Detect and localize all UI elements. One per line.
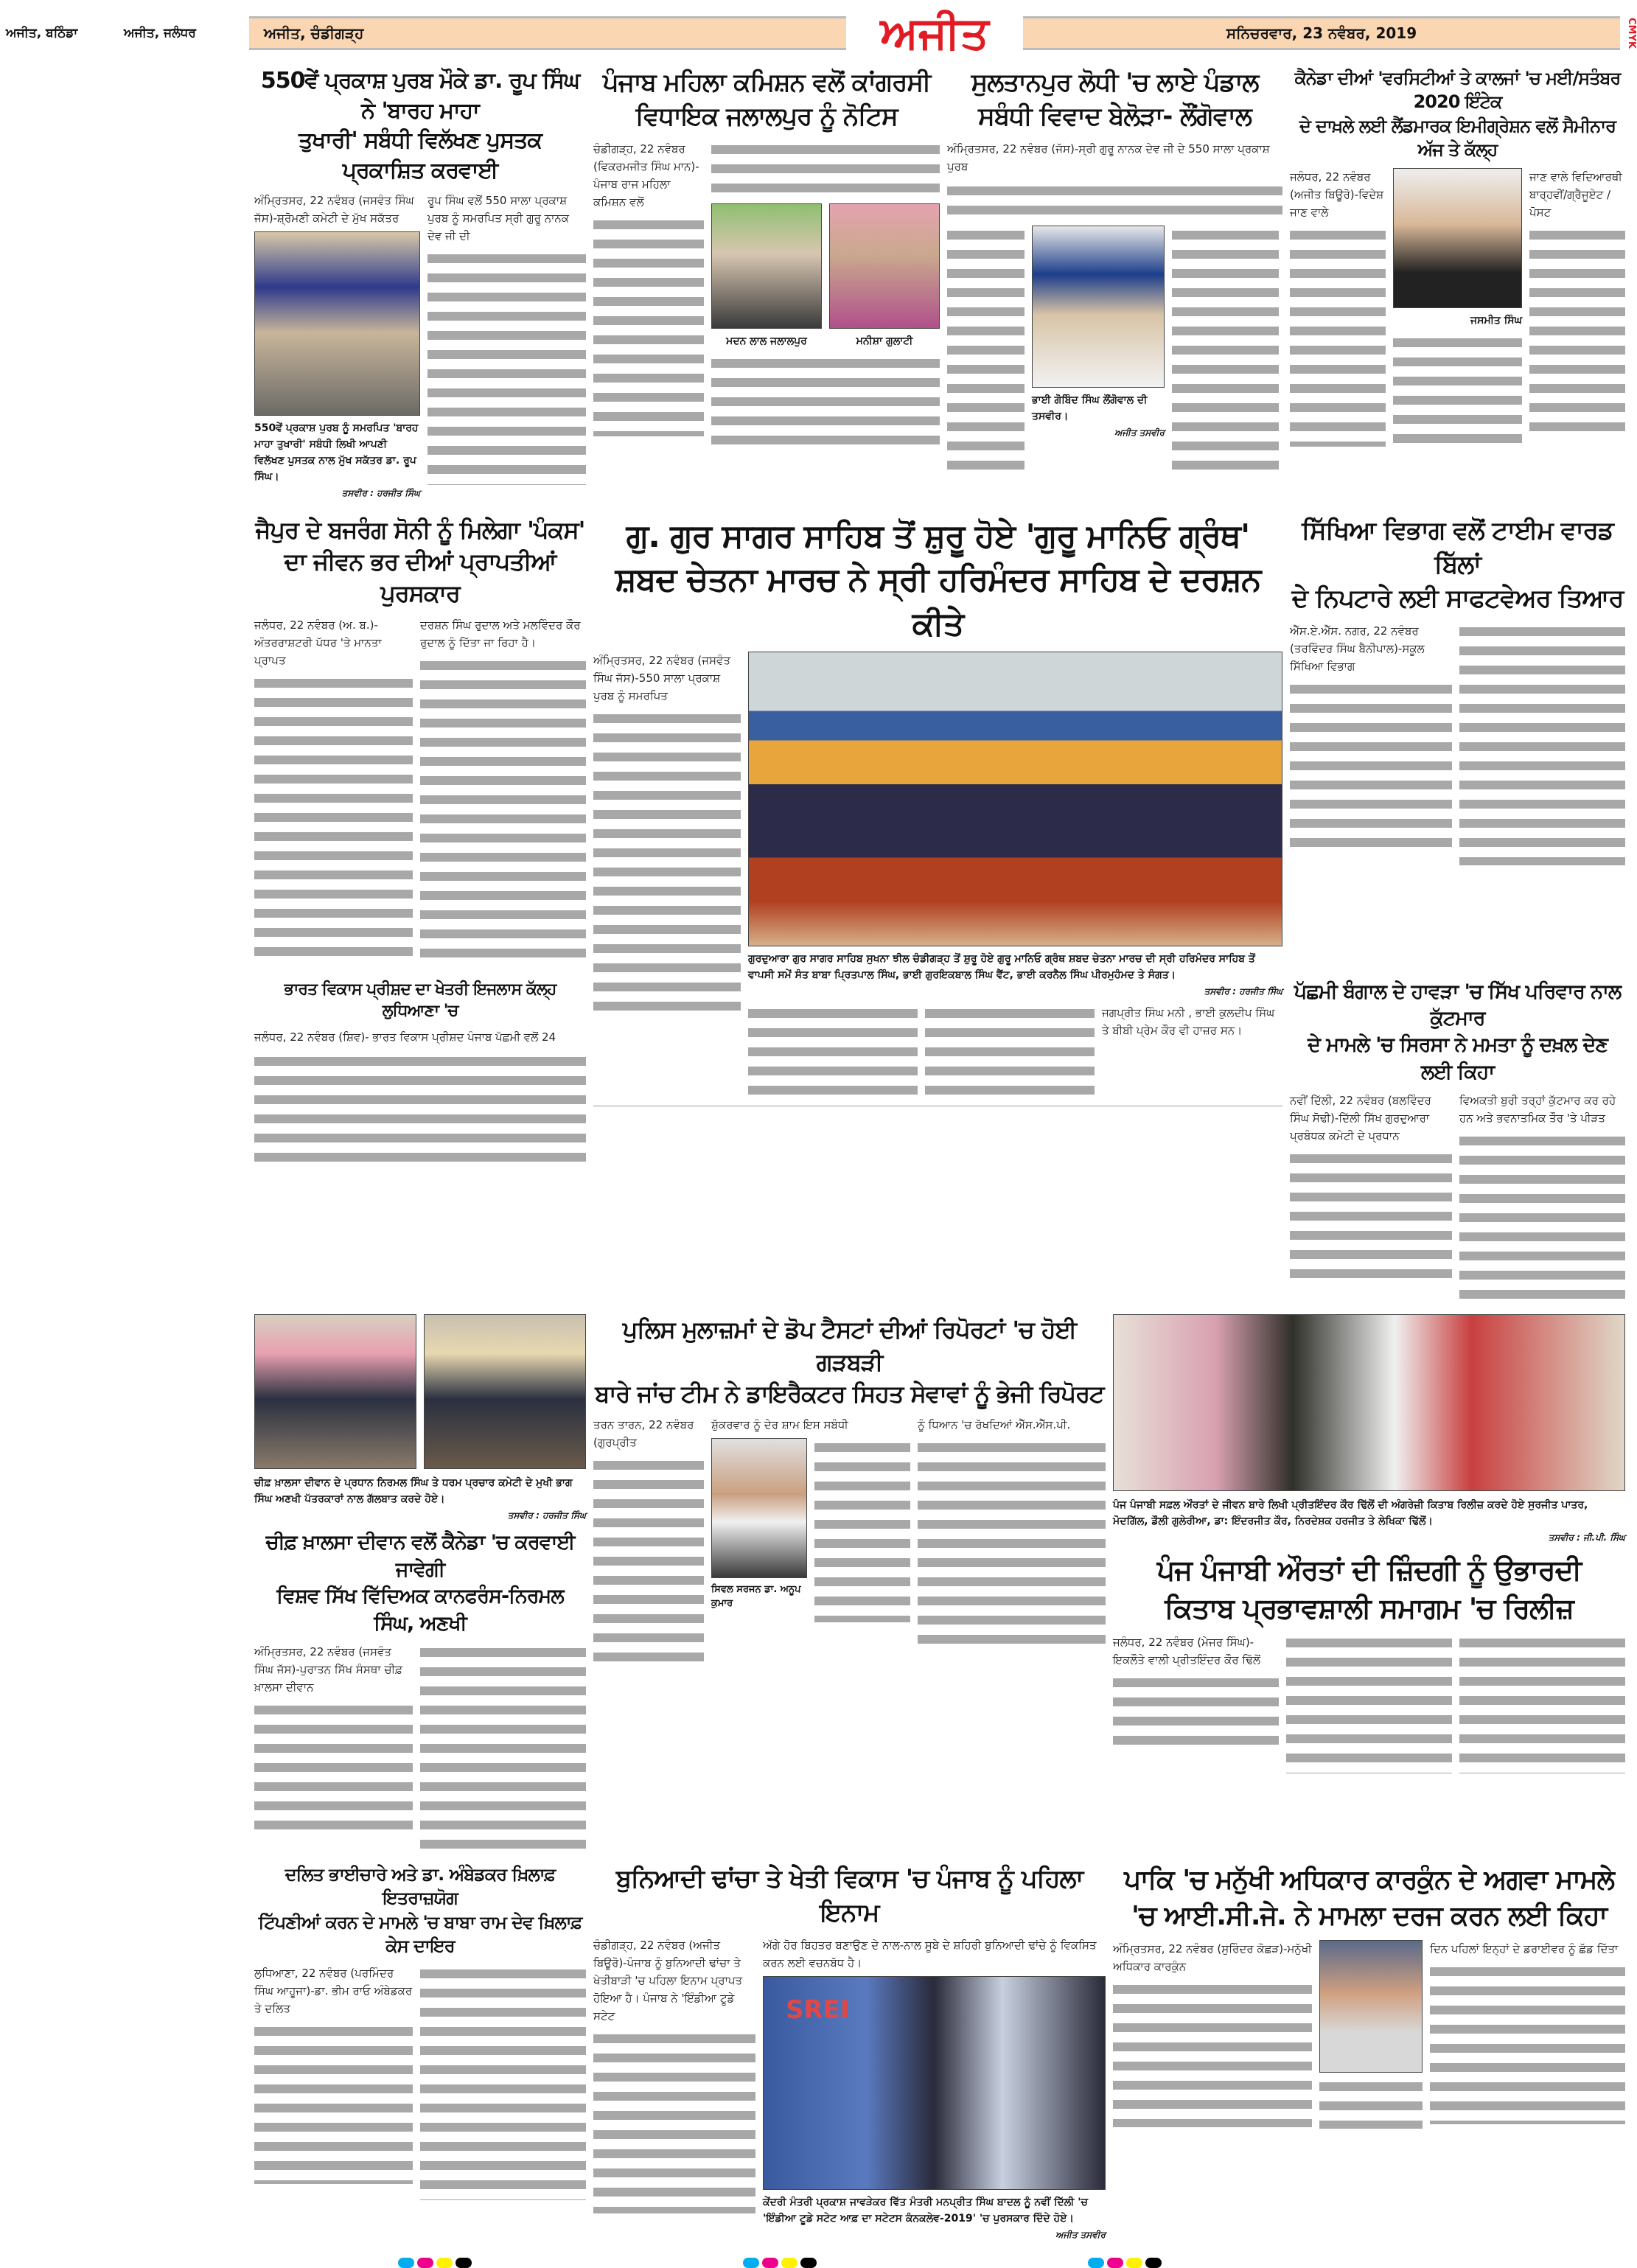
article-column: [925, 1004, 1095, 1100]
article-body: [1172, 226, 1279, 476]
headline-world-sikh-conference: [254, 1529, 586, 1637]
article-bharat-vikas-parishad: [254, 979, 586, 1162]
headline-line: ਬਾਰੇ ਜਾਂਚ ਟੀਮ ਨੇ ਡਾਇਰੈਕਟਰ ਸਿਹਤ ਸੇਵਾਵਾਂ ਨੂੰ ਭੇਜੀ ਰਿਪੋਰਟ: [595, 1379, 1104, 1408]
photo-caption: [748, 951, 1282, 999]
registration-dot-cyan: [743, 2258, 759, 2268]
article-column: [1290, 1092, 1452, 1282]
photo-credit: ਅਜੀਤ ਤਸਵੀਰ: [1055, 2229, 1106, 2240]
registration-dot-magenta: [417, 2258, 433, 2268]
article-columns: [1290, 622, 1625, 865]
article-howrah-sikh-family: [1290, 979, 1625, 1302]
article-closing: ਜਗਪ੍ਰੀਤ ਸਿੰਘ ਮਨੀ , ਭਾਈ ਕੁਲਦੀਪ ਸਿੰਘ ਤੇ ਬੀਬੀ ਪ੍ਰੇਮ ਕੌਰ ਵੀ ਹਾਜ਼ਰ ਸਨ।: [1102, 1006, 1275, 1038]
issue-date: ਸਨਿਚਰਵਾਰ, 23 ਨਵੰਬਰ, 2019: [1226, 24, 1417, 42]
article-body: [1459, 1633, 1625, 1773]
headline-line: ਦਾ ਜੀਵਨ ਭਰ ਦੀਆਂ ਪ੍ਰਾਪਤੀਆਂ ਪੁਰਸਕਾਰ: [284, 548, 556, 608]
portrait-gobind-singh-longowal: [1032, 226, 1165, 388]
article-body: [711, 354, 940, 450]
article-body: [254, 2022, 413, 2184]
registration-dot-yellow: [1126, 2258, 1142, 2268]
article-dateline: ਅੰਮ੍ਰਿਤਸਰ, 22 ਨਵੰਬਰ (ਜਸਵੰਤ ਸਿੰਘ ਜੱਸ)-550 ਸਾਲਾ ਪ੍ਰਕਾਸ਼ ਪੁਰਬ ਨੂੰ ਸਮਰਪਿਤ: [593, 654, 731, 703]
caption-text: 550ਵੇਂ ਪ੍ਰਕਾਸ਼ ਪੁਰਬ ਨੂੰ ਸਮਰਪਿਤ 'ਬਾਰਹ ਮਾਹਾ ਤੁਖਾਰੀ' ਸਬੰਧੀ ਲਿਖੀ ਆਪਣੀ ਵਿਲੱਖਣ ਪੁਸਤਕ ਨਾਲ ਮੁੱਖ ਸਕੱਤਰ ਡਾ. ਰੂਪ ਸਿੰਘ।: [254, 422, 419, 483]
article-column: [254, 1964, 413, 2184]
article-column: [254, 192, 420, 501]
article-body: [814, 1438, 910, 1622]
registration-dot-cyan: [1088, 2258, 1104, 2268]
article-column: [748, 652, 1282, 1100]
article-body: [1290, 226, 1386, 447]
article-world-sikh-conference: [254, 1314, 586, 1849]
article-dateline: ਨੂੰ ਧਿਆਨ 'ਚ ਰੱਖਦਿਆਂ ਐੱਸ.ਐੱਸ.ਪੀ.: [918, 1417, 1071, 1431]
article-column: [427, 192, 586, 485]
article-ramdev-case: [254, 1863, 586, 2200]
headline-line: 550ਵੇਂ ਪ੍ਰਕਾਸ਼ ਪੁਰਬ ਮੌਕੇ ਡਾ. ਰੂਪ ਸਿੰਘ ਨੇ 'ਬਾਰਹ ਮਾਹਾ: [260, 68, 580, 124]
article-columns: [593, 1936, 1106, 2243]
headline-line: ਵਿਸ਼ਵ ਸਿੱਖ ਵਿੱਦਿਅਕ ਕਾਨਫਰੰਸ-ਨਿਰਮਲ ਸਿੰਘ, ਅਣਖੀ: [276, 1585, 564, 1635]
article-body: [711, 140, 940, 199]
headline-howrah-sikh-family: [1290, 979, 1625, 1086]
edition-name: ਅਜੀਤ, ਚੰਡੀਗੜ੍ਹ: [264, 24, 364, 42]
headline-education-software: [1290, 514, 1625, 616]
portrait-activist: [1319, 1940, 1423, 2073]
article-column: [420, 1964, 586, 2200]
article-column: [254, 616, 413, 961]
photo-credit: ਤਸਵੀਰ : ਜੀ.ਪੀ. ਸਿੰਘ: [1548, 1532, 1625, 1543]
article-column: [918, 1416, 1106, 1644]
headline-canada-seminar: [1290, 66, 1625, 162]
article-column: [1319, 1940, 1423, 2129]
headline-bajrang-soni: [254, 514, 586, 610]
registration-dot-black: [456, 2258, 472, 2268]
portrait-block: [711, 203, 822, 349]
article-dateline: ਸ਼ੁੱਕਰਵਾਰ ਨੂੰ ਦੇਰ ਸ਼ਾਮ ਇਸ ਸਬੰਧੀ: [711, 1417, 848, 1431]
headline-line: ਚੀਫ਼ ਖ਼ਾਲਸਾ ਦੀਵਾਨ ਵਲੋਂ ਕੈਨੇਡਾ 'ਚ ਕਰਵਾਈ ਜਾਵੇਗੀ: [265, 1531, 575, 1581]
article-columns: [254, 1643, 586, 1849]
article-body: [1459, 1131, 1625, 1301]
article-body: [1290, 1149, 1452, 1282]
headline-dope-test-reports: [593, 1314, 1106, 1410]
article-body: [1319, 2077, 1423, 2129]
headline-line: ਪੁਲਿਸ ਮੁਲਾਜ਼ਮਾਂ ਦੇ ਡੋਪ ਟੈਸਟਾਂ ਦੀਆਂ ਰਿਪੋਰਟਾਂ 'ਚ ਹੋਈ ਗੜਬੜੀ: [622, 1316, 1077, 1376]
caption-text: ਪੰਜ ਪੰਜਾਬੀ ਸਫ਼ਲ ਔਰਤਾਂ ਦੇ ਜੀਵਨ ਬਾਰੇ ਲਿਖੀ ਪ੍ਰੀਤਇੰਦਰ ਕੌਰ ਢਿੱਲੋਂ ਦੀ ਅੰਗਰੇਜ਼ੀ ਕਿਤਾਬ ਰਿਲੀਜ਼ ਕਰਦੇ ਹੋਏ ਸੁਰਜੀਤ ਪਾਤਰ, ਮੋਦਗਿੱਲ, ਡੌਲੀ ਗੁਲੇਰੀਆ, ਡਾ: ਇੰਦਰਜੀਤ ਕੌਰ, ਨਿਰਦੇਸ਼ਕ ਹਰਜੀਤ ਤੇ ਲੇਖਿਕਾ ਢਿੱਲੋਂ।: [1113, 1499, 1588, 1528]
article-body: [593, 2029, 755, 2213]
caption-line: ਵਾਪਸੀ ਸਮੇਂ ਸੰਤ ਬਾਬਾ ਪ੍ਰਿਤਪਾਲ ਸਿੰਘ, ਭਾਈ ਗੁਰਇਕਬਾਲ ਸਿੰਘ ਵੈਂਟ, ਭਾਈ ਕਰਨੈਲ ਸਿੰਘ ਪੀਰਮੁਹੰਮਦ ਤੇ ਸੰਗਤ।: [748, 969, 1176, 982]
article-body: [1286, 1633, 1452, 1773]
photo-row: [254, 1314, 586, 1469]
article-dateline: ਵਿਅਕਤੀ ਬੁਰੀ ਤਰ੍ਹਾਂ ਕੁੱਟਮਾਰ ਕਰ ਰਹੇ ਹਨ ਅਤੇ ਭਵਨਾਤਮਿਕ ਤੌਰ 'ਤੇ ਪੀੜਤ: [1459, 1094, 1616, 1126]
article-body: [1529, 226, 1625, 432]
headline-line: ਪਾਕਿ 'ਚ ਮਨੁੱਖੀ ਅਧਿਕਾਰ ਕਾਰਕੁੰਨ ਦੇ ਅਗਵਾ ਮਾਮਲੇ: [1124, 1865, 1614, 1896]
article-column: [1529, 168, 1625, 432]
article-columns: [1113, 1940, 1625, 2129]
headline-pakistan-icj: [1113, 1863, 1625, 1934]
article-column: [593, 140, 704, 436]
article-dateline: ਦਿਨ ਪਹਿਲਾਂ ਇਨ੍ਹਾਂ ਦੇ ਡਰਾਈਵਰ ਨੂੰ ਛੱਡ ਦਿੱਤਾ: [1430, 1942, 1619, 1956]
spacer: [475, 2258, 740, 2268]
article-rup-singh-book: [254, 66, 586, 501]
article-column: [1393, 168, 1522, 451]
headline-sultanpur-pandal: [947, 66, 1282, 134]
article-column: [763, 1936, 1106, 2243]
photo-bhag-singh-ankhi: [424, 1314, 586, 1469]
article-dateline: ਜਲੰਧਰ, 22 ਨਵੰਬਰ (ਅਜੀਤ ਬਿਊਰੋ)-ਵਿਦੇਸ਼ ਜਾਣ ਵਾਲੇ: [1290, 170, 1384, 219]
article-dateline: ਲੁਧਿਆਣਾ, 22 ਨਵੰਬਰ (ਪਰਮਿੰਦਰ ਸਿੰਘ ਆਹੂਜਾ)-ਡਾ. ਭੀਮ ਰਾਓ ਅੰਬੇਡਕਰ ਤੇ ਦਲਿਤ: [254, 1966, 413, 2015]
article-body: [1290, 680, 1452, 849]
article-body: [748, 1004, 918, 1100]
caption-text: ਚੀਫ਼ ਖ਼ਾਲਸਾ ਦੀਵਾਨ ਦੇ ਪ੍ਰਧਾਨ ਨਿਰਮਲ ਸਿੰਘ ਤੇ ਧਰਮ ਪ੍ਰਚਾਰ ਕਮੇਟੀ ਦੇ ਮੁਖੀ ਭਾਗ ਸਿੰਘ ਅਣਖੀ ਪੱਤਰਕਾਰਾਂ ਨਾਲ ਗੱਲਬਾਤ ਕਰਦੇ ਹੋਏ।: [254, 1477, 573, 1506]
article-dateline: ਰੂਪ ਸਿੰਘ ਵਲੋਂ 550 ਸਾਲਾ ਪ੍ਰਕਾਸ਼ ਪੁਰਬ ਨੂੰ ਸਮਰਪਿਤ ਸ੍ਰੀ ਗੁਰੂ ਨਾਨਕ ਦੇਵ ਜੀ ਦੀ: [427, 194, 570, 242]
article-dateline: ਐੱਸ.ਏ.ਐੱਸ. ਨਗਰ, 22 ਨਵੰਬਰ (ਤਰਵਿੰਦਰ ਸਿੰਘ ਬੈਨੀਪਾਲ)-ਸਕੂਲ ਸਿੱਖਿਆ ਵਿਭਾਗ: [1290, 624, 1425, 673]
article-dateline: ਅੰਮ੍ਰਿਤਸਰ, 22 ਨਵੰਬਰ (ਜਸਵੰਤ ਸਿੰਘ ਜੱਸ)-ਪੁਰਾਤਨ ਸਿੱਖ ਸੰਸਥਾ ਚੀਫ਼ ਖ਼ਾਲਸਾ ਦੀਵਾਨ: [254, 1645, 402, 1695]
registration-dot-black: [800, 2258, 817, 2268]
headline-ramdev-case: [254, 1863, 586, 1958]
article-columns: [711, 1438, 910, 1622]
article-columns: [254, 616, 586, 966]
photo-credit: ਅਜੀਤ ਤਸਵੀਰ: [1114, 427, 1165, 438]
article-columns: [1290, 168, 1625, 451]
portrait-row: [711, 203, 940, 349]
photo-award-ceremony: [763, 1976, 1106, 2190]
headline-line: ਪੱਛਮੀ ਬੰਗਾਲ ਦੇ ਹਾਵੜਾ 'ਚ ਸਿੱਖ ਪਰਿਵਾਰ ਨਾਲ ਕੁੱਟਮਾਰ: [1294, 980, 1622, 1030]
edition-label-bathinda: ਅਜੀਤ, ਬਠਿੰਡਾ: [6, 26, 78, 41]
photo-book-release: [1113, 1314, 1625, 1491]
photo-backdrop-logo: SREI: [786, 1995, 850, 2025]
article-body: [1113, 1980, 1312, 2127]
article-body: [918, 1438, 1106, 1644]
article-column: [711, 140, 940, 450]
headline-line: ਸ਼ਬਦ ਚੇਤਨਾ ਮਾਰਚ ਨੇ ਸ੍ਰੀ ਹਰਿਮੰਦਰ ਸਾਹਿਬ ਦੇ ਦਰਸ਼ਨ ਕੀਤੇ: [615, 561, 1261, 643]
registration-marks: [398, 2258, 1635, 2268]
headline-line: ਪੰਜ ਪੰਜਾਬੀ ਔਰਤਾਂ ਦੀ ਜ਼ਿੰਦਗੀ ਨੂੰ ਉਭਾਰਦੀ: [1156, 1554, 1582, 1587]
headline-punjabi-women-book: [1113, 1552, 1625, 1627]
headline-line: 'ਚ ਆਈ.ਸੀ.ਜੇ. ਨੇ ਮਾਮਲਾ ਦਰਜ ਕਰਨ ਲਈ ਕਿਹਾ: [1131, 1900, 1608, 1931]
portrait-caption: ਜਸਮੀਤ ਸਿੰਘ: [1470, 314, 1522, 327]
article-dateline: ਜਾਣ ਵਾਲੇ ਵਿਦਿਆਰਥੀ ਬਾਰ੍ਹਵੀਂ/ਗ੍ਰੈਜੂਏਟ /ਪੋਸਟ: [1529, 170, 1622, 219]
article-column: [1459, 622, 1625, 865]
article-column: [420, 1643, 586, 1849]
article-column: [254, 1643, 413, 1833]
headline-line: ਵਿਧਾਇਕ ਜਲਾਲਪੁਰ ਨੂੰ ਨੋਟਿਸ: [635, 101, 898, 131]
portrait-caption: [1032, 392, 1165, 441]
article-column: [947, 226, 1025, 476]
article-column: [593, 1936, 755, 2213]
newspaper-logo: ਅਜੀਤ: [880, 7, 989, 59]
article-body: [1393, 333, 1522, 451]
article-body: [925, 1004, 1095, 1100]
portrait-block: [711, 1438, 807, 1611]
article-column: [1032, 226, 1165, 441]
article-body: [1113, 1673, 1279, 1754]
article-infrastructure-award: [593, 1863, 1106, 2243]
article-dateline: ਜਲੰਧਰ, 22 ਨਵੰਬਰ (ਸ਼ਿਵ)- ਭਾਰਤ ਵਿਕਾਸ ਪ੍ਰੀਸ਼ਦ ਪੰਜਾਬ ਪੱਛਮੀ ਵਲੋਂ 24: [254, 1030, 556, 1044]
article-columns: [748, 1004, 1282, 1100]
article-women-commission: [593, 66, 940, 450]
headline-line: ਤੁਖਾਰੀ' ਸਬੰਧੀ ਵਿਲੱਖਣ ਪੁਸਤਕ ਪ੍ਰਕਾਸ਼ਿਤ ਕਰਵਾਈ: [299, 128, 542, 184]
portrait-caption: ਮਦਨ ਲਾਲ ਜਲਾਲਪੁਰ: [726, 335, 807, 347]
article-column: [1113, 1940, 1312, 2127]
article-dateline: ਤਰਨ ਤਾਰਨ, 22 ਨਵੰਬਰ (ਗੁਰਪ੍ਰੀਤ: [593, 1417, 694, 1449]
article-body: [254, 1700, 413, 1833]
article-column: [1459, 1092, 1625, 1301]
article-dateline: ਜਲੰਧਰ, 22 ਨਵੰਬਰ (ਮੇਜਰ ਸਿੰਘ)-ਇਕਲੌਤੇ ਵਾਲੀ ਪ੍ਰੀਤਇੰਦਰ ਕੌਰ ਢਿੱਲੋਂ: [1113, 1635, 1261, 1667]
registration-dot-yellow: [781, 2258, 797, 2268]
article-dateline: ਅੰਮ੍ਰਿਤਸਰ, 22 ਨਵੰਬਰ (ਸੁਰਿੰਦਰ ਕੋਛੜ)-ਮਨੁੱਖੀ ਅਧਿਕਾਰ ਕਾਰਕੁੰਨ: [1113, 1942, 1312, 1974]
article-dateline: ਅੱਗੇ ਹੋਰ ਬਿਹਤਰ ਬਣਾਉਣ ਦੇ ਨਾਲ-ਨਾਲ ਸੂਬੇ ਦੇ ਸ਼ਹਿਰੀ ਬੁਨਿਆਦੀ ਢਾਂਚੇ ਨੂੰ ਵਿਕਸਿਤ ਕਰਨ ਲਈ ਵਚਨਬੱਧ ਹੈ।: [763, 1938, 1097, 1969]
edition-label-jalandhar: ਅਜੀਤ, ਜਲੰਧਰ: [124, 26, 196, 41]
article-body: [427, 249, 586, 485]
article-dateline: ਚੰਡੀਗੜ੍ਹ, 22 ਨਵੰਬਰ (ਅਜੀਤ ਬਿਊਰੋ)-ਪੰਜਾਬ ਨੂੰ ਬੁਨਿਆਦੀ ਢਾਂਚਾ ਤੇ ਖੇਤੀਬਾੜੀ 'ਚ ਪਹਿਲਾ ਇਨਾਮ ਪ੍ਰਾਪਤ ਹੋਇਆ ਹੈ। ਪੰਜਾਬ ਨੇ 'ਇੰਡੀਆ ਟੂਡੇ ਸਟੇਟ: [593, 1938, 743, 2023]
article-canada-seminar: [1290, 66, 1625, 451]
masthead-left-band: [249, 16, 846, 50]
headline-line: ਸੁਲਤਾਨਪੁਰ ਲੋਧੀ 'ਚ ਲਾਏ ਪੰਡਾਲ: [971, 68, 1259, 97]
article-body: [1430, 1962, 1625, 2124]
portrait-caption: ਸਿਵਲ ਸਰਜਨ ਡਾ. ਅਨੂਪ ਕੁਮਾਰ: [711, 1583, 801, 1609]
headline-line: ਦਲਿਤ ਭਾਈਚਾਰੇ ਅਤੇ ਡਾ. ਅੰਬੇਡਕਰ ਖ਼ਿਲਾਫ਼ ਇਤਰਾਜ਼ਯੋਗ: [285, 1864, 556, 1909]
article-education-software: [1290, 514, 1625, 865]
cmyk-mark: CMYK: [1626, 18, 1637, 49]
article-column: [420, 616, 586, 966]
article-dateline: ਦਰਸ਼ਨ ਸਿੰਘ ਰੁਦਾਲ ਅਤੇ ਮਲਵਿੰਦਰ ਕੌਰ ਰੁਦਾਲ ਨੂੰ ਦਿੱਤਾ ਜਾ ਰਿਹਾ ਹੈ।: [420, 618, 581, 649]
article-shabad-chetna-march: [593, 514, 1282, 1106]
article-body: [947, 226, 1025, 476]
article-dateline: ਜਲੰਧਰ, 22 ਨਵੰਬਰ (ਅ. ਬ.)-ਅੰਤਰਰਾਸ਼ਟਰੀ ਪੱਧਰ 'ਤੇ ਮਾਨਤਾ ਪ੍ਰਾਪਤ: [254, 618, 382, 667]
masthead: [249, 7, 1620, 59]
article-columns: [1290, 1092, 1625, 1301]
portrait-manisha-gulati: [829, 203, 940, 329]
headline-infrastructure-award: ਬੁਨਿਆਦੀ ਢਾਂਚਾ ਤੇ ਖੇਤੀ ਵਿਕਾਸ 'ਚ ਪੰਜਾਬ ਨੂੰ ਪਹਿਲਾ ਇਨਾਮ: [615, 1864, 1083, 1927]
registration-dot-magenta: [762, 2258, 778, 2268]
article-columns: [1113, 1633, 1625, 1773]
article-dope-test-reports: [593, 1314, 1106, 1662]
photo-credit: ਤਸਵੀਰ : ਹਰਜੀਤ ਸਿੰਘ: [507, 1510, 586, 1521]
article-columns: [254, 1964, 586, 2200]
article-column: [1430, 1940, 1625, 2124]
photo-caption: [763, 2194, 1106, 2243]
article-body: [593, 215, 704, 436]
headline-line: ਦੇ ਦਾਖ਼ਲੇ ਲਈ ਲੈਂਡਮਾਰਕ ਇਮੀਗ੍ਰੇਸ਼ਨ ਵਲੋਂ ਸੈਮੀਨਾਰ ਅੱਜ ਤੇ ਕੱਲ੍ਹ: [1299, 115, 1616, 161]
article-columns: [593, 1416, 1106, 1662]
article-dateline: ਚੰਡੀਗੜ੍ਹ, 22 ਨਵੰਬਰ (ਵਿਕਰਮਜੀਤ ਸਿੰਘ ਮਾਨ)-ਪੰਜਾਬ ਰਾਜ ਮਹਿਲਾ ਕਮਿਸ਼ਨ ਵਲੋਂ: [593, 142, 699, 209]
article-column: [1102, 1004, 1282, 1039]
photo-credit: ਤਸਵੀਰ : ਹਰਜੀਤ ਸਿੰਘ: [1204, 986, 1282, 997]
headline-line: ਕੈਨੇਡਾ ਦੀਆਂ 'ਵਰਸਿਟੀਆਂ ਤੇ ਕਾਲਜਾਂ 'ਚ ਮਈ/ਸਤੰਬਰ 2020 ਇੰਟੇਕ: [1294, 68, 1621, 113]
caption-text: ਕੇਂਦਰੀ ਮੰਤਰੀ ਪ੍ਰਕਾਸ਼ ਜਾਵੜੇਕਰ ਵਿੱਤ ਮੰਤਰੀ ਮਨਪ੍ਰੀਤ ਸਿੰਘ ਬਾਦਲ ਨੂੰ ਨਵੀਂ ਦਿੱਲੀ 'ਚ 'ਇੰਡੀਆ ਟੂਡੇ ਸਟੇਟ ਆਫ਼ ਦਾ ਸਟੇਟਸ ਕੰਨਕਲੇਵ-2019' 'ਚ ਪੁਰਸਕਾਰ ਦਿੰਦੇ ਹੋਏ।: [763, 2196, 1088, 2225]
article-body: [593, 1456, 704, 1662]
photo-rup-singh: [254, 231, 420, 416]
portrait-block: [829, 203, 940, 349]
article-columns: [593, 140, 940, 450]
page-top: [0, 0, 1635, 66]
article-body: [420, 656, 586, 966]
registration-dot-yellow: [436, 2258, 453, 2268]
article-column: [1286, 1633, 1452, 1773]
caption-text: ਭਾਈ ਗੋਬਿੰਦ ਸਿੰਘ ਲੌਂਗੋਵਾਲ ਦੀ ਤਸਵੀਰ।: [1032, 394, 1148, 422]
article-column: [1172, 226, 1279, 476]
article-column: [593, 652, 741, 1019]
article-column: [748, 1004, 918, 1100]
headline-line: ਜੈਪੁਰ ਦੇ ਬਜਰੰਗ ਸੋਨੀ ਨੂੰ ਮਿਲੇਗਾ 'ਪੰਕਸ': [255, 516, 585, 544]
photo-shabad-chetna-march: [748, 652, 1282, 946]
photo-caption: [1113, 1497, 1625, 1546]
caption-line: ਗੁਰਦੁਆਰਾ ਗੁਰ ਸਾਗਰ ਸਾਹਿਬ ਸੁਖਨਾ ਝੀਲ ਚੰਡੀਗੜ੍ਹ ਤੋਂ ਸ਼ੁਰੂ ਹੋਏ ਗੁਰੂ ਮਾਨਿਓ ਗ੍ਰੰਥ ਸ਼ਬਦ ਚੇਤਨਾ ਮਾਰਚ ਦੀ ਸ੍ਰੀ ਹਰਿਮੰਦਰ ਸਾਹਿਬ ਤੋਂ: [748, 953, 1255, 966]
headline-rup-singh-book: [254, 66, 586, 186]
article-column: [1290, 622, 1452, 849]
article-body: [420, 1643, 586, 1849]
headline-line: ਸਬੰਧੀ ਵਿਵਾਦ ਬੇਲੋੜਾ- ਲੌਂਗੋਵਾਲ: [978, 101, 1252, 131]
article-body: [254, 674, 413, 961]
article-dateline: ਅੰਮ੍ਰਿਤਸਰ, 22 ਨਵੰਬਰ (ਜਸਵੰਤ ਸਿੰਘ ਜੱਸ)-ਸ਼੍ਰੋਮਣੀ ਕਮੇਟੀ ਦੇ ਮੁੱਖ ਸਕੱਤਰ: [254, 194, 414, 225]
article-column: [711, 1416, 910, 1622]
masthead-right-band: [1023, 16, 1620, 50]
headline-women-commission: [593, 66, 940, 134]
photo-caption: [254, 420, 420, 501]
article-pakistan-icj: [1113, 1863, 1625, 2129]
headline-line: ਗੁ. ਗੁਰ ਸਾਗਰ ਸਾਹਿਬ ਤੋਂ ਸ਼ੁਰੂ ਹੋਏ 'ਗੁਰੂ ਮਾਨਿਓ ਗ੍ਰੰਥ': [626, 517, 1250, 555]
article-column: [1459, 1633, 1625, 1773]
article-punjabi-women-book: [1113, 1314, 1625, 1773]
page-grid: [254, 66, 1625, 2243]
headline-line: ਕਿਤਾਬ ਪ੍ਰਭਾਵਸ਼ਾਲੀ ਸਮਾਗਮ 'ਚ ਰਿਲੀਜ਼: [1165, 1591, 1574, 1625]
headline-shabad-chetna-march: [593, 514, 1282, 646]
article-body: [1459, 622, 1625, 865]
article-column: [593, 1416, 704, 1662]
headline-line: ਦੇ ਮਾਮਲੇ 'ਚ ਸਿਰਸਾ ਨੇ ਮਮਤਾ ਨੂੰ ਦਖ਼ਲ ਦੇਣ ਲਈ ਕਿਹਾ: [1308, 1033, 1608, 1084]
registration-dot-magenta: [1107, 2258, 1123, 2268]
photo-caption: [254, 1475, 586, 1524]
article-column: [1113, 1633, 1279, 1754]
article-column: [814, 1438, 910, 1622]
article-dateline: ਨਵੀਂ ਦਿੱਲੀ, 22 ਨਵੰਬਰ (ਬਲਵਿੰਦਰ ਸਿੰਘ ਸੋਢੀ)-ਦਿੱਲੀ ਸਿੱਖ ਗੁਰਦੁਆਰਾ ਪ੍ਰਬੰਧਕ ਕਮੇਟੀ ਦੇ ਪ੍ਰਧਾਨ: [1290, 1094, 1431, 1143]
article-column: [1290, 168, 1386, 447]
headline-line: ਸਿੱਖਿਆ ਵਿਭਾਗ ਵਲੋਂ ਟਾਈਮ ਵਾਰਡ ਬਿੱਲਾਂ: [1302, 516, 1613, 579]
headline-line: ਟਿੱਪਣੀਆਂ ਕਰਨ ਦੇ ਮਾਮਲੇ 'ਚ ਬਾਬਾ ਰਾਮ ਦੇਵ ਖ਼ਿਲਾਫ਼ ਕੇਸ ਦਾਇਰ: [258, 1911, 582, 1957]
spacer: [820, 2258, 1085, 2268]
registration-dot-cyan: [398, 2258, 414, 2268]
portrait-jasmeet-singh: [1393, 168, 1522, 308]
portrait-caption: ਮਨੀਸ਼ਾ ਗੁਲਾਟੀ: [856, 335, 913, 347]
article-columns: [593, 652, 1282, 1100]
photo-credit: ਤਸਵੀਰ : ਹਰਜੀਤ ਸਿੰਘ: [341, 488, 420, 498]
article-sultanpur-pandal: [947, 66, 1282, 476]
article-dateline: ਅੰਮ੍ਰਿਤਸਰ, 22 ਨਵੰਬਰ (ਜੱਸ)-ਸ੍ਰੀ ਗੁਰੂ ਨਾਨਕ ਦੇਵ ਜੀ ਦੇ 550 ਸਾਲਾ ਪ੍ਰਕਾਸ਼ ਪੁਰਬ: [947, 142, 1270, 173]
article-bajrang-soni: [254, 514, 586, 966]
portrait-madan-lal-jalalpur: [711, 203, 822, 329]
photo-nirmal-singh: [254, 1314, 416, 1469]
registration-dot-black: [1145, 2258, 1162, 2268]
article-body: [947, 181, 1282, 220]
headline-line: ਪੰਜਾਬ ਮਹਿਲਾ ਕਮਿਸ਼ਨ ਵਲੋਂ ਕਾਂਗਰਸੀ: [602, 68, 931, 97]
article-columns: [254, 192, 586, 501]
article-body: [420, 1964, 586, 2200]
portrait-civil-surgeon: [711, 1438, 807, 1578]
headline-line: ਦੇ ਨਿਪਟਾਰੇ ਲਈ ਸਾਫਟਵੇਅਰ ਤਿਆਰ: [1291, 583, 1624, 613]
headline-bharat-vikas-parishad: ਭਾਰਤ ਵਿਕਾਸ ਪ੍ਰੀਸ਼ਦ ਦਾ ਖੇਤਰੀ ਇਜਲਾਸ ਕੱਲ੍ਹ ਲੁਧਿਆਣਾ 'ਚ: [284, 980, 556, 1021]
article-body: [254, 1052, 586, 1162]
article-body: [593, 709, 741, 1019]
article-columns: [947, 226, 1282, 476]
